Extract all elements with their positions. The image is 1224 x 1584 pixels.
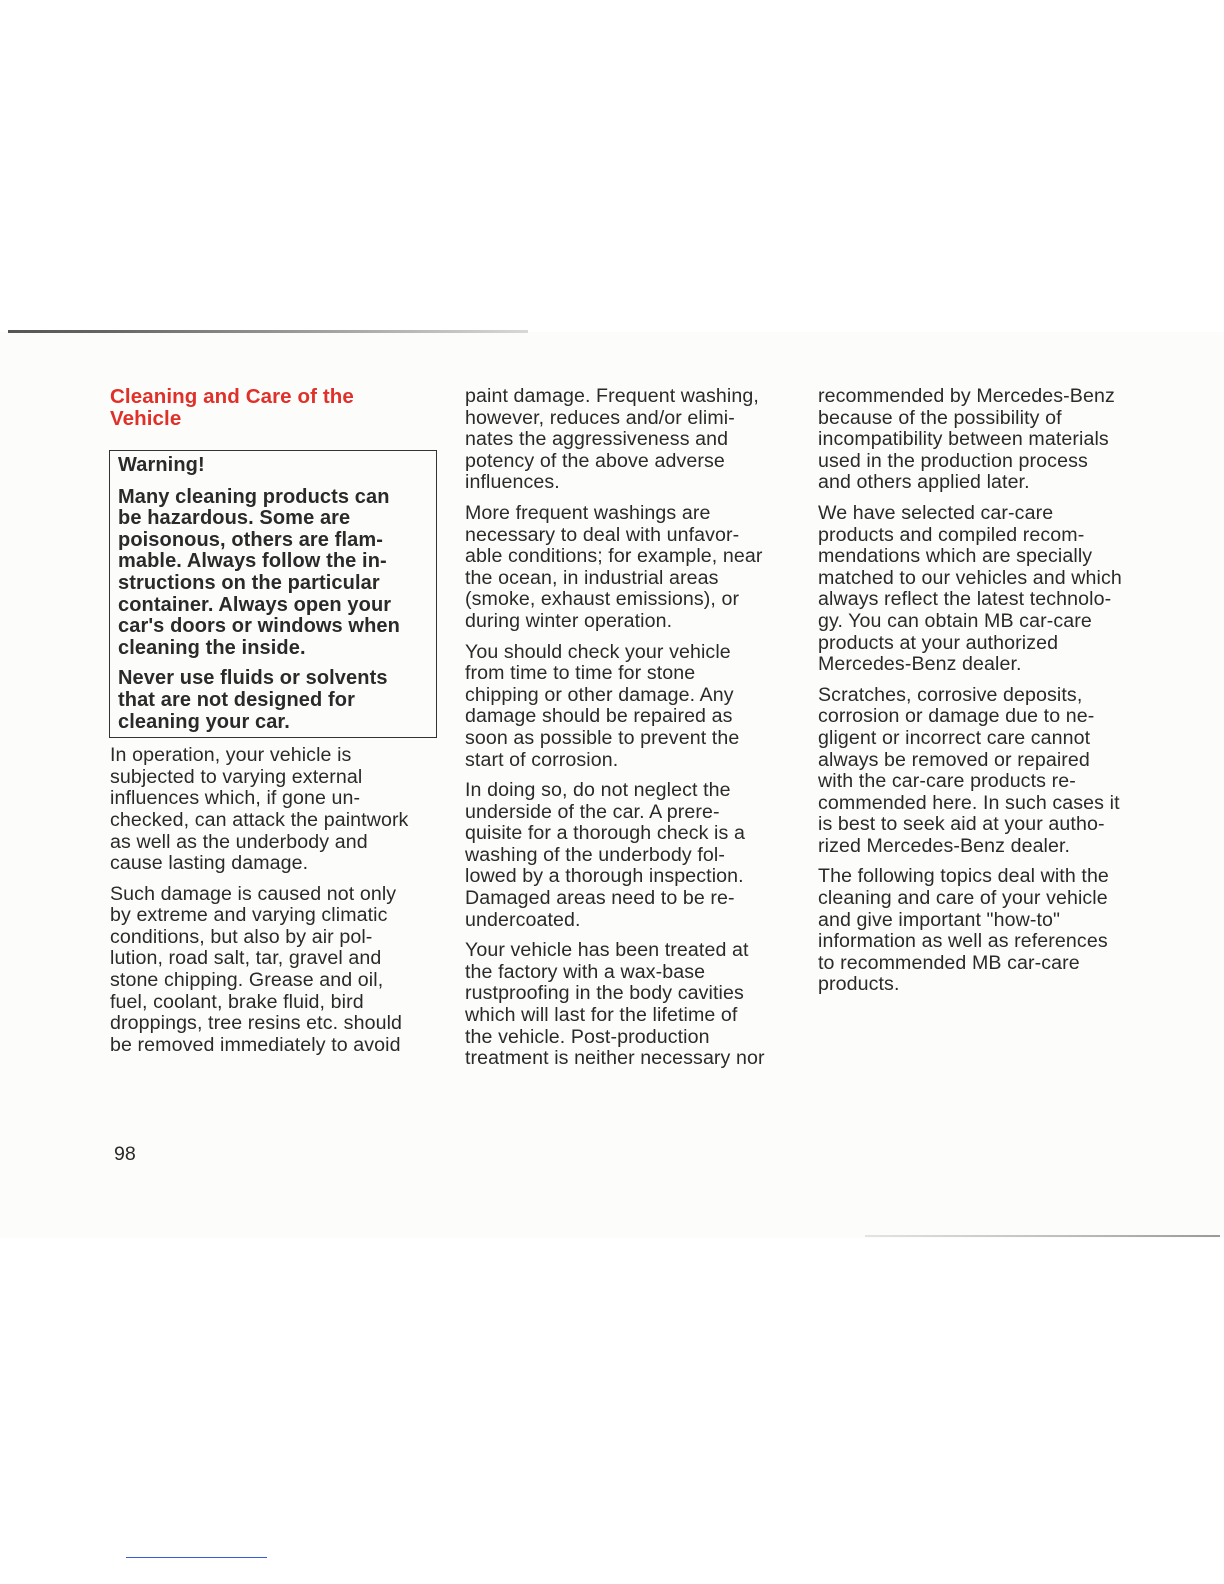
text-line: quisite for a thorough check is a — [465, 822, 745, 845]
text-line: In operation, your vehicle is — [110, 744, 352, 767]
text-line: incompatibility between materials — [818, 428, 1109, 451]
column-2 — [465, 386, 800, 1079]
text-line: rustproofing in the body cavities — [465, 982, 744, 1005]
text-line: cleaning your car. — [118, 710, 290, 733]
text-line: paint damage. Frequent washing, — [465, 385, 759, 407]
text-line: during winter operation. — [465, 609, 673, 632]
text-line: (smoke, exhaust emissions), or — [465, 588, 740, 611]
text-line: structions on the particular — [118, 571, 380, 594]
text-line: and others applied later. — [818, 471, 1030, 494]
text-line: car's doors or windows when — [118, 615, 400, 638]
warning-paragraph — [118, 487, 436, 660]
text-line: subjected to varying external — [110, 765, 363, 788]
body-paragraph — [465, 503, 800, 633]
text-line: gy. You can obtain MB car-care — [818, 609, 1092, 632]
text-line: cleaning the inside. — [118, 636, 306, 659]
warning-box — [109, 450, 437, 738]
text-line: because of the possibility of — [818, 406, 1062, 429]
body-paragraph — [818, 866, 1158, 996]
text-line: We have selected car-care — [818, 501, 1054, 524]
body-paragraph — [465, 642, 800, 772]
text-line: products and compiled recom- — [818, 523, 1085, 546]
text-line: underside of the car. A prere- — [465, 800, 720, 823]
body-paragraph — [818, 386, 1158, 494]
text-line: mendations which are specially — [818, 545, 1093, 568]
text-line: nates the aggressiveness and — [465, 428, 729, 451]
text-line: always be removed or repaired — [818, 748, 1090, 771]
body-paragraph — [465, 940, 800, 1070]
text-line: to recommended MB car-care — [818, 951, 1080, 974]
text-line: washing of the underbody fol- — [465, 843, 725, 866]
text-line: fuel, coolant, brake fluid, bird — [110, 990, 364, 1013]
text-line: however, reduces and/or elimi- — [465, 406, 735, 429]
text-line: The following topics deal with the — [818, 865, 1109, 888]
text-line: products. — [818, 973, 900, 996]
text-line: used in the production process — [818, 449, 1088, 472]
text-line: that are not designed for — [118, 688, 355, 711]
body-paragraph — [818, 685, 1158, 858]
text-line: mable. Always follow the in- — [118, 550, 387, 573]
text-line: In doing so, do not neglect the — [465, 779, 731, 802]
text-line: More frequent washings are — [465, 501, 711, 524]
text-line: from time to time for stone — [465, 662, 696, 685]
text-line: always reflect the latest technolo- — [818, 588, 1112, 611]
text-line: corrosion or damage due to ne- — [818, 705, 1095, 728]
text-line: the factory with a wax-base — [465, 960, 706, 983]
text-line: stone chipping. Grease and oil, — [110, 969, 384, 992]
text-line: lution, road salt, tar, gravel and — [110, 947, 382, 970]
body-paragraph — [110, 884, 440, 1057]
bottom-rule — [865, 1235, 1220, 1237]
text-line: treatment is neither necessary nor — [465, 1047, 765, 1070]
text-line: Never use fluids or solvents — [118, 667, 388, 690]
text-line: lowed by a thorough inspection. — [465, 865, 744, 888]
text-line: Scratches, corrosive deposits, — [818, 683, 1083, 706]
text-line: Your vehicle has been treated at — [465, 939, 749, 962]
text-line: with the car-care products re- — [818, 770, 1076, 793]
text-line: as well as the underbody and — [110, 830, 368, 853]
text-line: be removed immediately to avoid — [110, 1033, 401, 1056]
text-line: by extreme and varying climatic — [110, 904, 388, 927]
body-paragraph — [465, 386, 800, 494]
body-paragraph — [110, 745, 440, 875]
text-line: Many cleaning products can — [118, 485, 390, 508]
text-line: undercoated. — [465, 908, 581, 931]
text-line: products at your authorized — [818, 631, 1059, 654]
top-rule — [8, 330, 528, 333]
text-line: droppings, tree resins etc. should — [110, 1012, 403, 1035]
text-line: the ocean, in industrial areas — [465, 566, 719, 589]
text-line: potency of the above adverse — [465, 449, 725, 472]
text-line: and give important "how-to" — [818, 908, 1061, 931]
text-line: gligent or incorrect care cannot — [818, 726, 1091, 749]
section-title — [110, 386, 440, 430]
scan-line — [126, 1557, 267, 1558]
text-line: influences which, if gone un- — [110, 787, 361, 810]
text-line: start of corrosion. — [465, 748, 619, 771]
text-line: Mercedes-Benz dealer. — [818, 653, 1022, 676]
text-line: be hazardous. Some are — [118, 507, 351, 530]
text-line: which will last for the lifetime of — [465, 1004, 738, 1027]
text-line: You should check your vehicle — [465, 640, 731, 663]
page-number: 98 — [114, 1143, 136, 1165]
text-line: checked, can attack the paintwork — [110, 808, 409, 831]
text-line: commended here. In such cases it — [818, 791, 1120, 814]
text-line: conditions, but also by air pol- — [110, 925, 373, 948]
body-paragraph — [465, 780, 800, 931]
text-line: chipping or other damage. Any — [465, 683, 734, 706]
text-line: poisonous, others are flam- — [118, 528, 383, 551]
text-line: container. Always open your — [118, 593, 392, 616]
text-line: influences. — [465, 471, 560, 494]
text-line: able conditions; for example, near — [465, 545, 763, 568]
column-3 — [818, 386, 1158, 1005]
text-line: soon as possible to prevent the — [465, 726, 740, 749]
column-1 — [110, 386, 440, 1065]
text-line: Such damage is caused not only — [110, 882, 397, 905]
warning-paragraph — [118, 668, 436, 733]
text-line: necessary to deal with unfavor- — [465, 523, 740, 546]
text-line: information as well as references — [818, 930, 1108, 953]
text-line: recommended by Mercedes-Benz — [818, 385, 1115, 407]
section-title-line: Vehicle — [110, 407, 182, 430]
text-line: is best to seek aid at your autho- — [818, 813, 1105, 836]
text-line: rized Mercedes-Benz dealer. — [818, 834, 1071, 857]
text-line: cause lasting damage. — [110, 852, 309, 875]
text-line: Damaged areas need to be re- — [465, 887, 735, 910]
text-line: matched to our vehicles and which — [818, 566, 1122, 589]
text-line: damage should be repaired as — [465, 705, 733, 728]
text-line: the vehicle. Post-production — [465, 1025, 710, 1048]
body-paragraph — [818, 503, 1158, 676]
section-title-line: Cleaning and Care of the — [110, 385, 354, 408]
warning-title: Warning! — [118, 454, 205, 476]
text-line: cleaning and care of your vehicle — [818, 887, 1108, 910]
